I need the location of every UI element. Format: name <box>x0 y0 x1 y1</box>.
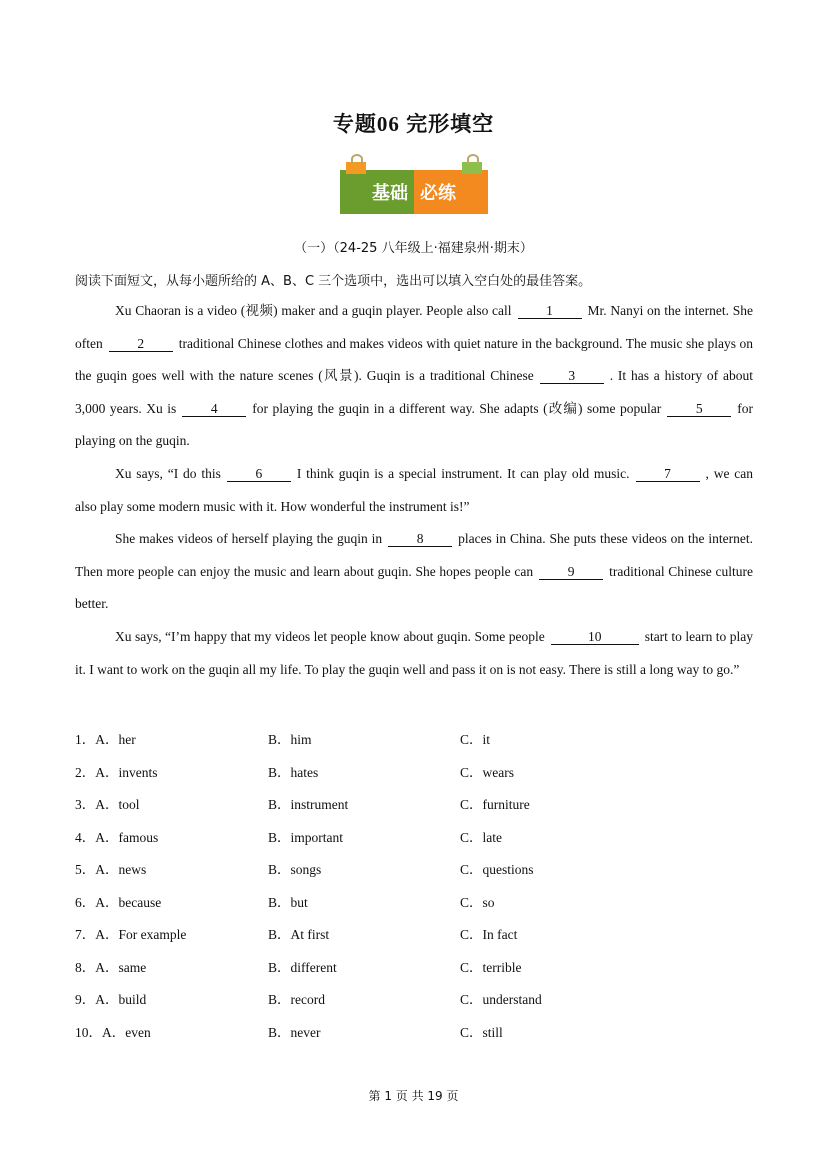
page-footer: 第 1 页 共 19 页 <box>368 1089 459 1103</box>
text: Xu says, “I’m happy that my videos let people know about guqin. Some people <box>115 628 545 644</box>
text: Xu Chaoran is a video (视频) maker and a guqin player. People also call <box>115 303 512 318</box>
text: She makes videos of herself playing the guqin in <box>115 531 383 547</box>
option-a: 10．A．even <box>75 1024 151 1040</box>
blank: 5 <box>667 401 731 417</box>
badge-left: 基础 <box>340 170 414 214</box>
option-row <box>75 755 755 788</box>
options-list <box>75 722 755 1047</box>
clip-icon <box>462 162 482 174</box>
blank: 2 <box>109 336 173 352</box>
text: I think guqin is a special instrument. It can play old music. <box>296 465 630 481</box>
blank: 4 <box>182 401 246 417</box>
text: for playing the guqin in a different way. She adapts (改编) some popular <box>252 400 662 416</box>
option-b: B．hates <box>268 764 319 780</box>
clip-icon <box>346 162 366 174</box>
instruction: 阅读下面短文，从每小题所给的 A、B、C 三个选项中，选出可以填入空白处的最佳答案。 <box>75 274 592 289</box>
option-row <box>75 787 755 820</box>
option-a: 2．A．invents <box>75 764 158 780</box>
option-c: C．still <box>460 1024 503 1040</box>
option-b: B．but <box>268 894 308 910</box>
option-row <box>75 722 755 755</box>
option-row <box>75 1015 755 1048</box>
option-a: 3．A．tool <box>75 797 140 813</box>
text: traditional Chinese culture better. <box>75 563 753 612</box>
option-a: 6．A．because <box>75 894 162 910</box>
section-badge <box>340 170 488 214</box>
option-a: 7．A．For example <box>75 927 187 943</box>
text: Mr. Nanyi on the internet. She often <box>75 303 753 351</box>
option-c: C．furniture <box>460 797 530 813</box>
text: . It has a history of about 3,000 years. Xu is <box>75 368 753 416</box>
text: Xu says, “I do this <box>115 465 221 481</box>
option-b: B．record <box>268 992 325 1008</box>
text: places in China. She puts these videos on the internet. Then more people can enjoy the music and learn about guqin. She hopes people can <box>75 531 753 579</box>
option-b: B．songs <box>268 862 322 878</box>
option-c: C．understand <box>460 992 542 1008</box>
text: start to learn to play it. I want to work on the guqin all my life. To play the guqin well and pass it on is not easy. There is still a long way to go.” <box>75 628 754 677</box>
text: , we can also play some modern music with it. How wonderful the instrument is!” <box>75 465 753 514</box>
blank: 10 <box>551 629 639 645</box>
option-a: 8．A．same <box>75 959 147 975</box>
option-b: B．important <box>268 829 343 845</box>
option-c: C．so <box>460 894 495 910</box>
paragraph <box>75 458 753 523</box>
text: for playing on the guqin. <box>75 400 753 449</box>
option-row <box>75 982 755 1015</box>
paragraph <box>75 295 753 458</box>
option-a: 5．A．news <box>75 862 147 878</box>
option-b: B．different <box>268 959 337 975</box>
option-row <box>75 917 755 950</box>
option-row <box>75 950 755 983</box>
option-c: C．In fact <box>460 927 518 943</box>
option-c: C．late <box>460 829 502 845</box>
option-c: C．it <box>460 732 491 748</box>
paragraph <box>75 523 753 621</box>
option-b: B．never <box>268 1024 321 1040</box>
option-b: B．At first <box>268 927 330 943</box>
option-c: C．questions <box>460 862 534 878</box>
option-a: 4．A．famous <box>75 829 159 845</box>
option-c: C．wears <box>460 764 514 780</box>
question-source: （一）（24-25 八年级上·福建泉州·期末） <box>294 241 533 256</box>
blank: 9 <box>539 564 603 580</box>
badge-right: 必练 <box>414 170 488 214</box>
option-b: B．instrument <box>268 797 349 813</box>
option-b: B．him <box>268 732 312 748</box>
page-title: 专题06 完形填空 <box>332 112 495 136</box>
option-c: C．terrible <box>460 959 522 975</box>
blank: 7 <box>636 466 700 482</box>
blank: 8 <box>388 531 452 547</box>
text: traditional Chinese clothes and makes videos with quiet nature in the background. The music she plays on the guqin goes well with the nature scenes (风景). Guqin is a traditional Chinese <box>75 335 753 384</box>
option-row <box>75 852 755 885</box>
option-row <box>75 820 755 853</box>
option-a: 9．A．build <box>75 992 147 1008</box>
blank: 1 <box>518 303 582 319</box>
blank: 3 <box>540 368 604 384</box>
passage <box>75 295 753 686</box>
option-a: 1．A．her <box>75 732 136 748</box>
blank: 6 <box>227 466 291 482</box>
paragraph <box>75 621 753 686</box>
option-row <box>75 885 755 918</box>
